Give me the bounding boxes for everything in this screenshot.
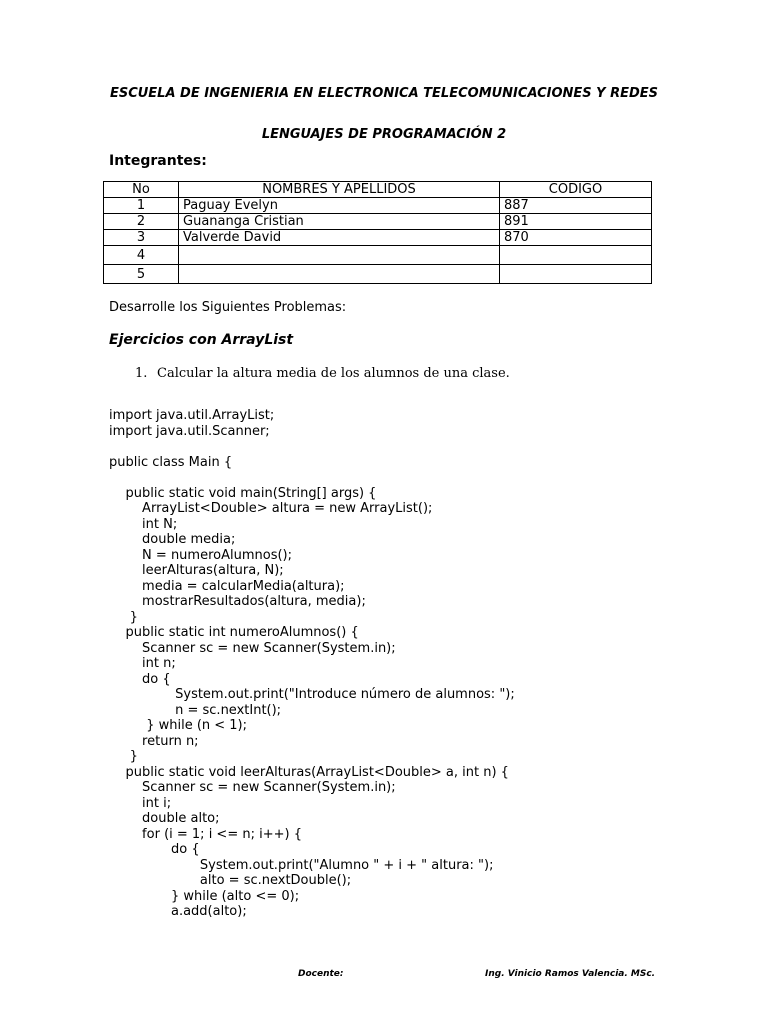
cell-code: 891: [500, 214, 652, 230]
column-header-code: CODIGO: [500, 182, 652, 198]
cell-name: [179, 265, 500, 284]
column-header-no: No: [104, 182, 179, 198]
table-header-row: [104, 182, 652, 198]
column-header-name: NOMBRES Y APELLIDOS: [179, 182, 500, 198]
cell-code: 870: [500, 230, 652, 246]
table-row: [104, 230, 652, 246]
table-row: [104, 214, 652, 230]
cell-no: 1: [104, 198, 179, 214]
intro-text: Desarrolle los Siguientes Problemas:: [109, 300, 347, 315]
table-row: [104, 246, 652, 265]
cell-code: [500, 246, 652, 265]
cell-code: 887: [500, 198, 652, 214]
cell-no: 5: [104, 265, 179, 284]
members-label: Integrantes:: [109, 153, 207, 169]
problem-text: Calcular la altura media de los alumnos de una clase.: [157, 366, 510, 381]
footer-docente-name: Ing. Vinicio Ramos Valencia. MSc.: [485, 969, 656, 979]
cell-name: Guananga Cristian: [179, 214, 500, 230]
code-listing: import java.util.ArrayList; import java.util.Scanner; public class Main { public static void main(String[] args) { ArrayList<Double> altura = new ArrayList(); int N; double media; N = numeroAlumnos(); leerAlturas(altura, N); media = calcularMedia(altura); mostrarResultados(altura, media); } public static int numeroAlumnos() { Scanner sc = new Scanner(System.in); int n; do { System.out.print("Introduce número de alumnos: "); n = sc.nextInt(); } while (n < 1); return n; } public static void leerAlturas(ArrayList<Double> a, int n) { Scanner sc = new Scanner(System.in); int i; double alto; for (i = 1; i <= n; i++) { do { System.out.print("Alumno " + i + " altura: "); alto = sc.nextDouble(); } while (alto <= 0); a.add(alto);: [109, 408, 515, 919]
cell-no: 3: [104, 230, 179, 246]
cell-no: 2: [104, 214, 179, 230]
cell-name: [179, 246, 500, 265]
footer-docente-label: Docente:: [298, 969, 344, 979]
table-row: [104, 265, 652, 284]
problem-number: 1.: [135, 366, 148, 381]
cell-name: Paguay Evelyn: [179, 198, 500, 214]
members-table: [103, 181, 652, 284]
cell-code: [500, 265, 652, 284]
cell-name: Valverde David: [179, 230, 500, 246]
problem-statement: [135, 366, 510, 381]
cell-no: 4: [104, 246, 179, 265]
section-title: Ejercicios con ArrayList: [109, 332, 294, 348]
table-row: [104, 198, 652, 214]
school-title: ESCUELA DE INGENIERIA EN ELECTRONICA TELECOMUNICACIONES Y REDES: [109, 86, 659, 101]
course-title: LENGUAJES DE PROGRAMACIÓN 2: [261, 127, 507, 142]
